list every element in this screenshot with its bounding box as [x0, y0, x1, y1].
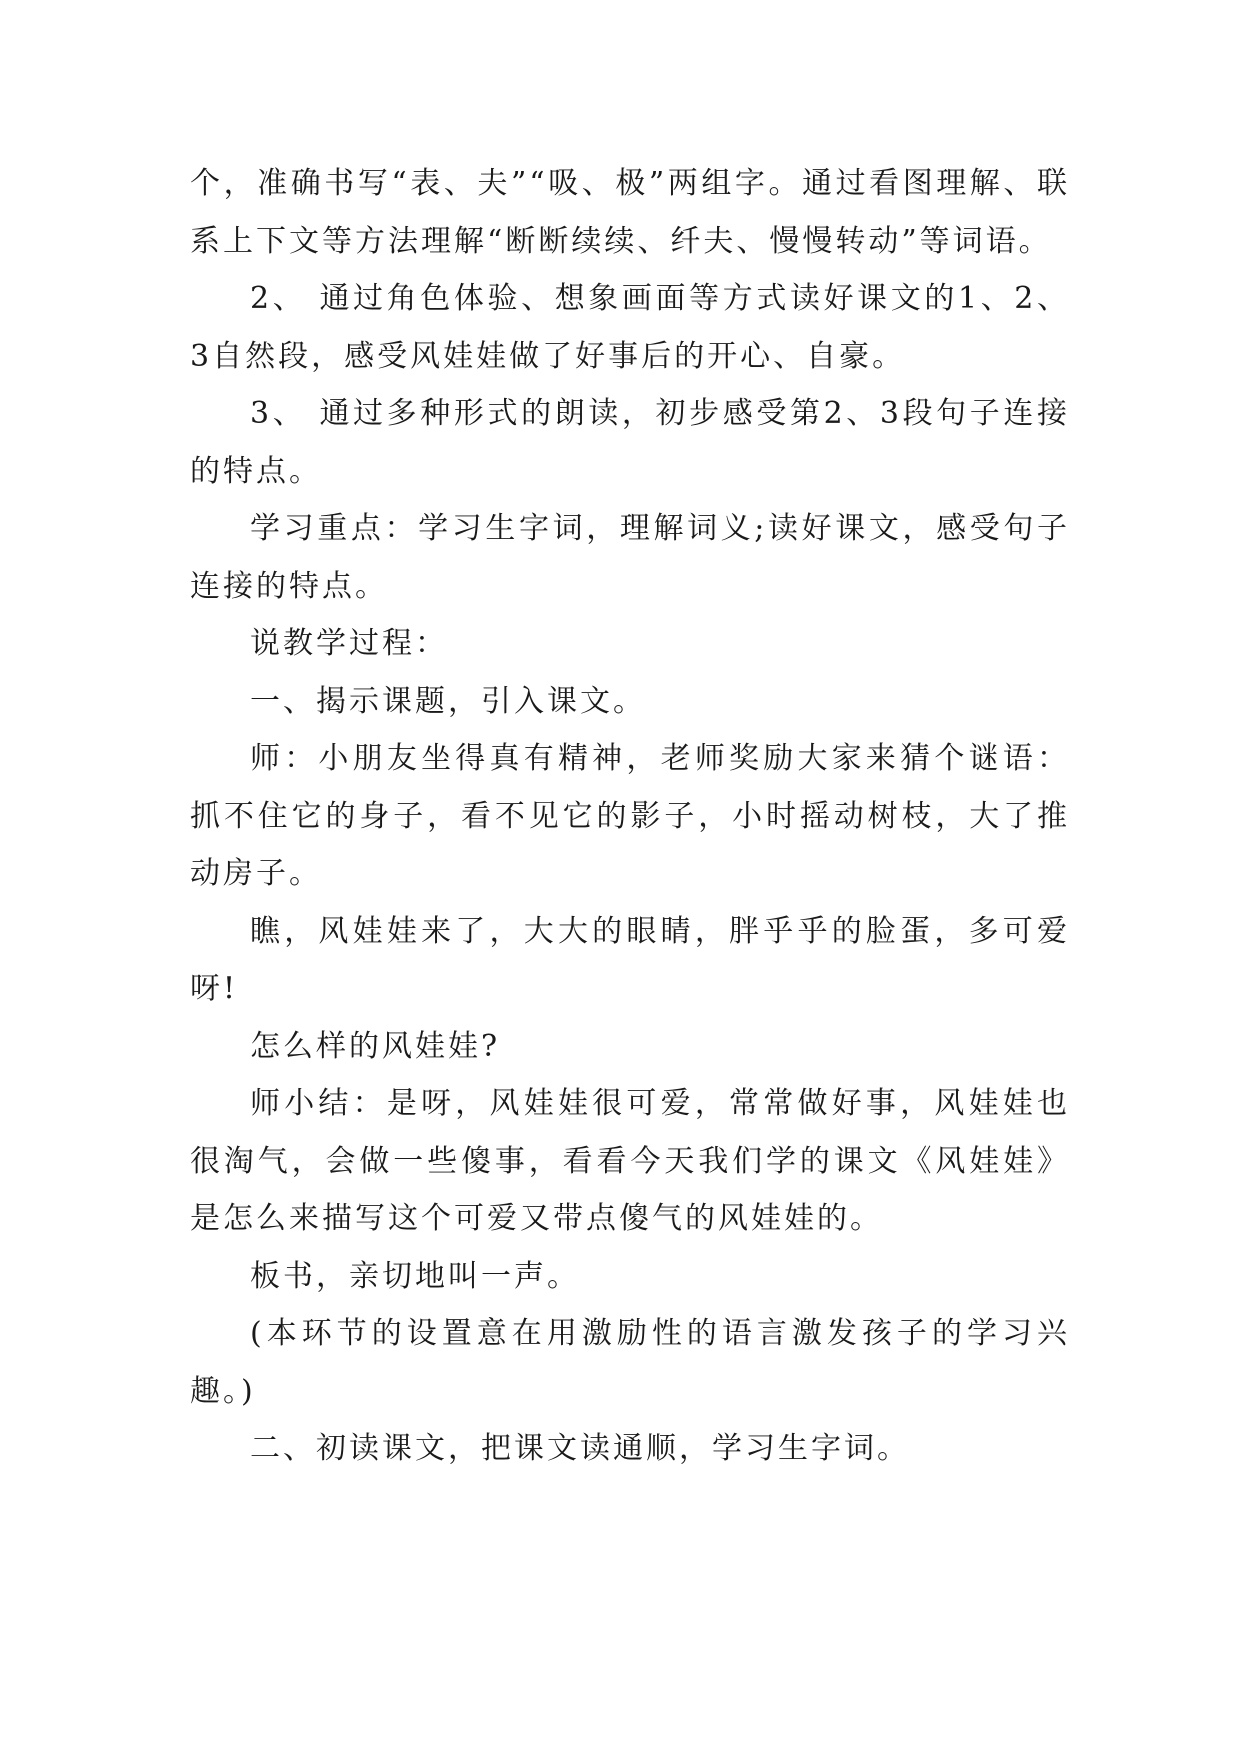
paragraph-key-points: 学习重点：学习生字词，理解词义;读好课文，感受句子连接的特点。: [190, 511, 1070, 604]
paragraph-objective-1-continued: 个，准确书写“表、夫”“吸、极”两组字。通过看图理解、联系上下文等方法理解“断断续续、纤夫、慢慢转动”等词语。: [190, 166, 1070, 259]
paragraph-objective-3: 3、 通过多种形式的朗读，初步感受第2、3段句子连接的特点。: [190, 396, 1070, 489]
paragraph-summary: 师小结：是呀，风娃娃很可爱，常常做好事，风娃娃也很淘气，会做一些傻事，看看今天我们学的课文《风娃娃》是怎么来描写这个可爱又带点傻气的风娃娃的。: [190, 1086, 1070, 1236]
paragraph-note: (本环节的设置意在用激励性的语言激发孩子的学习兴趣。): [190, 1316, 1070, 1409]
paragraph-blackboard: 板书，亲切地叫一声。: [250, 1258, 580, 1294]
document-body: [190, 155, 1070, 1478]
heading-section-1: 一、揭示课题，引入课文。: [250, 683, 646, 719]
paragraph-question: 怎么样的风娃娃?: [250, 1028, 501, 1064]
heading-section-2: 二、初读课文，把课文读通顺，学习生字词。: [250, 1431, 910, 1466]
paragraph-intro: 瞧，风娃娃来了，大大的眼睛，胖乎乎的脸蛋，多可爱呀!: [190, 913, 1070, 1006]
paragraph-riddle: 师：小朋友坐得真有精神，老师奖励大家来猜个谜语：抓不住它的身子，看不见它的影子，小时摇动树枝，大了推动房子。: [190, 741, 1070, 891]
paragraph-objective-2: 2、 通过角色体验、想象画面等方式读好课文的1、2、3自然段，感受风娃娃做了好事后的开心、自豪。: [190, 281, 1070, 374]
heading-teaching-process: 说教学过程：: [250, 626, 448, 661]
